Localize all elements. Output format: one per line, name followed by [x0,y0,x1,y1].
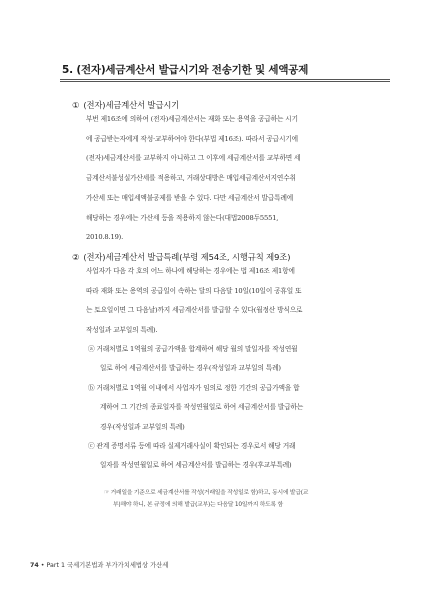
pointing-hand-icon: ☞ [104,490,109,496]
subsection-title-2-text: (전자)세금계산서 발급특례(부령 제54조, 시행규칙 제9조) [83,252,291,262]
reference-note [104,487,386,511]
item-text: 거래처별로 1역월 이내에서 사업자가 임의로 정한 기간의 공급가액을 합 [96,384,300,392]
circled-number-1: ① [72,100,80,110]
list-item-b [88,379,380,437]
list-item-line [88,437,380,456]
paragraph-line: 가산세 또는 매입세액불공제를 받을 수 있다. 다만 세금계산서 발급특례에 [86,193,294,202]
paragraph-line: 해당하는 경우에는 가산세 등을 적용하지 않는다(대법2008두5551, [86,213,279,222]
list-item-line [88,340,380,359]
item-marker-c: ⓒ [88,442,95,450]
subsection-2-paragraph [86,262,382,341]
paragraph-line: (전자)세금계산서를 교부하지 아니하고 그 이후에 세금계산서를 교부하면 세 [86,154,301,163]
subsection-1-paragraph [86,110,382,248]
list-item-a [88,340,380,379]
list-item-line: 경우(작성일과 교부일의 특례) [100,422,185,431]
item-marker-b: ⓑ [88,384,95,392]
paragraph-line: 2010.8.19). [86,233,124,242]
section-heading: 5. (전자)세금계산서 발급시기와 전송기한 및 세액공제 [62,64,309,76]
list-item-line: 계하여 그 기간의 종료일자를 작성연월일로 하여 세금계산서를 발급하는 [100,403,304,412]
item-text: 관계 증명서류 등에 따라 실제거래사실이 확인되는 경우로서 해당 거래 [96,442,296,450]
list-item-line: 일로 하여 세금계산서를 발급하는 경우(작성일과 교부일의 특례) [100,364,281,373]
footer-part: Part 1 [46,562,65,569]
note-line [104,487,386,499]
paragraph-line: 금계산서불성실가산세를 적용하고, 거래상대방은 매입세금계산서지연수취 [86,174,296,183]
item-text: 거래처별로 1역월의 공급가액을 합계하여 해당 월의 말일자를 작성연월 [96,345,298,353]
heading-rule-bottom [60,81,390,82]
page-footer [30,560,168,569]
paragraph-line: 사업자가 다음 각 호의 어느 하나에 해당하는 경우에는 법 제16조 제1항에 [86,267,295,275]
circled-number-2: ② [72,252,80,262]
footer-book-title: 국세기본법과 부가가치세법상 가산세 [66,562,169,569]
note-line: 부)해야 하니, 본 규정에 의해 발급(교부)는 다음달 10일까지 하도록 함 [113,502,283,508]
list-item-line: 일자를 작성연월일로 하여 세금계산서를 발급하는 경우(후교부특례) [100,461,292,470]
paragraph-line: 부번 제16조에 의하여 (전자)세금계산서는 재화 또는 용역을 공급하는 시기 [86,115,298,123]
list-item-line [88,379,380,398]
note-text: 거래일을 기준으로 세금계산서를 작성(거래일을 작성일로 함)하고, 동시에 발급(교 [110,490,309,496]
paragraph-line: 따라 재화 또는 용역의 공급일이 속하는 달의 다음달 10일(10일이 공휴일 또 [86,286,302,295]
heading-rule-top [60,79,390,80]
subsection-title-1-text: (전자)세금계산서 발급시기 [83,100,180,110]
page-number: 74 [30,562,39,569]
item-marker-a: ⓐ [88,345,95,353]
paragraph-line: 는 토요일이면 그 다음날)까지 세금계산서를 발급할 수 있다(월정산 방식으로 [86,306,303,315]
footer-separator: • [40,562,45,569]
list-item-c [88,437,380,476]
paragraph-line: 에 공급받는자에게 작성·교부하여야 한다(부법 제16조). 따라서 공급시기에 [86,134,298,143]
paragraph-line: 작성일과 교부일의 특례). [86,326,158,335]
